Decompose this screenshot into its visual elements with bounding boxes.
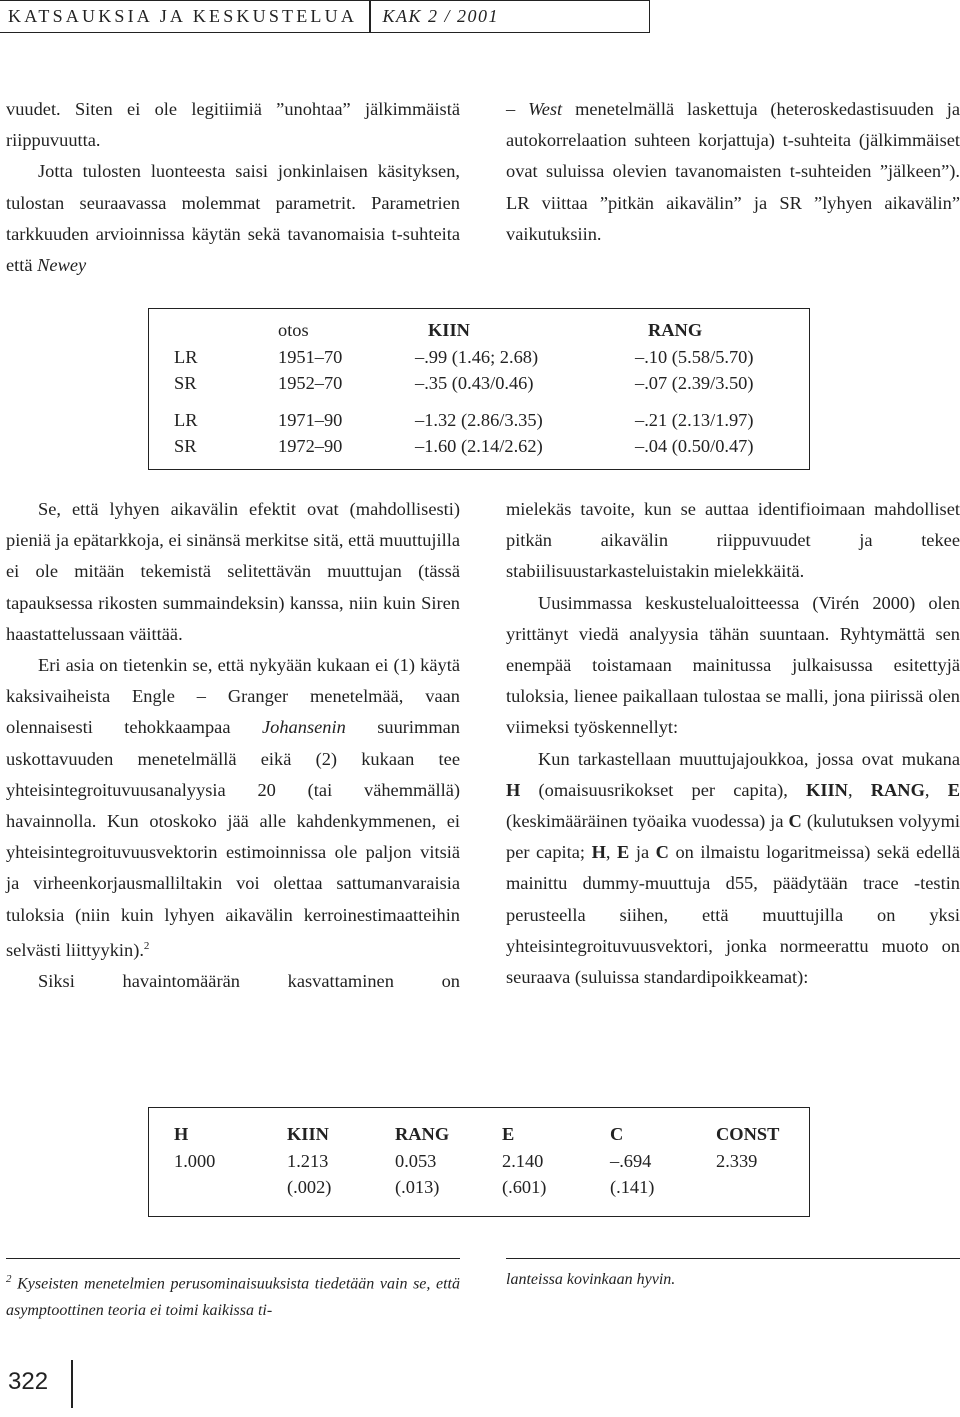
table-cell: LR bbox=[174, 347, 198, 367]
paragraph bbox=[6, 650, 460, 966]
text: ja bbox=[629, 842, 656, 863]
author-name: Johansenin bbox=[262, 717, 346, 738]
table-cell: –.35 (0.43/0.46) bbox=[415, 373, 534, 393]
table-cell: –1.32 (2.86/3.35) bbox=[415, 410, 543, 430]
text: lanteissa kovinkaan hyvin. bbox=[506, 1271, 676, 1288]
table-cell: (.013) bbox=[395, 1177, 440, 1197]
cointegration-vector-table bbox=[148, 1107, 810, 1217]
variable-name: RANG bbox=[870, 779, 925, 800]
estimates-table bbox=[148, 308, 810, 470]
paragraph bbox=[506, 494, 960, 588]
paragraph bbox=[6, 94, 460, 156]
text: mielekäs tavoite, kun se auttaa identifioimaan mahdolliset pitkän aikavälin riippuvuudet ja tekee stabiilisuustarkasteluistakin mielekkäitä. bbox=[506, 499, 960, 582]
table-cell: SR bbox=[174, 436, 197, 456]
paragraph bbox=[506, 588, 960, 744]
table-cell: LR bbox=[174, 410, 198, 430]
footnote-right bbox=[506, 1266, 960, 1293]
left-column-body bbox=[6, 494, 460, 997]
table-cell: –.694 bbox=[610, 1151, 652, 1171]
paragraph bbox=[6, 156, 460, 281]
paragraph bbox=[6, 966, 460, 997]
table-cell: SR bbox=[174, 373, 197, 393]
variable-name: C bbox=[655, 842, 669, 863]
table-cell: 0.053 bbox=[395, 1151, 437, 1171]
footnote-rule bbox=[6, 1258, 460, 1259]
table-cell: 1972–90 bbox=[278, 436, 343, 456]
text: Uusimmassa keskustelualoitteessa (Virén 2000) olen yrittänyt viedä analyysia tähän suuntaan. Ryhtymättä sen enempää toistamaan mainitussa julkaisussa esitettyjä tuloksia, lienee paikallaan tulostaa se malli, jona piirissä olen viimeksi työskennellyt: bbox=[506, 592, 960, 738]
section-title: KATSAUKSIA JA KESKUSTELUA bbox=[8, 6, 358, 26]
paragraph bbox=[506, 94, 960, 250]
text: (omaisuusrikokset per capita), bbox=[520, 779, 807, 800]
table-cell: 1.000 bbox=[174, 1151, 216, 1171]
left-column-top bbox=[6, 94, 460, 281]
table-cell: (.002) bbox=[287, 1177, 332, 1197]
table-cell: –1.60 (2.14/2.62) bbox=[415, 436, 543, 456]
column-header: KIIN bbox=[287, 1124, 329, 1144]
text: (keskimääräinen työaika vuodessa) ja bbox=[506, 811, 789, 832]
variable-name: H bbox=[591, 842, 606, 863]
table-cell: –.07 (2.39/3.50) bbox=[635, 373, 754, 393]
variable-name: H bbox=[506, 779, 521, 800]
text: Siksi havaintomäärän kasvattaminen on bbox=[38, 971, 460, 992]
footnote-marker: 2 bbox=[143, 939, 150, 952]
footnote-marker: 2 bbox=[6, 1273, 12, 1285]
author-name: West bbox=[528, 99, 563, 119]
footnote-rule bbox=[506, 1258, 960, 1259]
table-cell: 1971–90 bbox=[278, 410, 343, 430]
column-header: H bbox=[174, 1124, 189, 1144]
table-cell: (.601) bbox=[502, 1177, 547, 1197]
variable-name: E bbox=[617, 842, 630, 863]
text: , bbox=[605, 842, 618, 863]
running-header bbox=[0, 0, 650, 33]
right-column-top bbox=[506, 94, 960, 250]
text: menetelmällä laskettuja (heteroskedastisuuden ja autokorrelaation suhteen korjattuja) t-suhteita (jälkimmäiset ovat suluissa olevien tavanomaisten t-suhteiden ”jälkeen”). LR viittaa ”pitkän aikavälin” ja SR ”lyhyen aikavälin” vaikutuksiin. bbox=[506, 99, 960, 244]
right-column-body bbox=[506, 494, 960, 993]
text: , bbox=[847, 779, 871, 800]
table-cell: 1.213 bbox=[287, 1151, 329, 1171]
page-number: 322 bbox=[8, 1368, 49, 1395]
variable-name: KIIN bbox=[806, 779, 848, 800]
table-cell: 2.339 bbox=[716, 1151, 758, 1171]
footnote-text bbox=[6, 1266, 460, 1324]
variable-name: C bbox=[788, 811, 802, 832]
author-name: Newey bbox=[37, 255, 87, 276]
text: suurimman uskottavuuden menetelmällä eikä (2) kukaan tee yhteisintegroituvuusanalyysia 20 (tai vähemmällä) havainnolla. Kun otoskoko jää alle kahdenkymmenen, ei yhteisintegroituvuusvektorin estimoinnissa ole paljon vitsiä ja virheenkorjausmalliltakin voi olettaa sattumanvaraisia tuloksia (niin kuin lyhyen aikavälin kerroinestimaatteihin selvästi liittyykin). bbox=[6, 717, 460, 960]
text: – bbox=[506, 99, 529, 119]
table-cell: 1952–70 bbox=[278, 373, 343, 393]
footnote-left bbox=[6, 1266, 460, 1324]
issue-label: KAK 2 / 2001 bbox=[382, 6, 500, 26]
table-cell: –.04 (0.50/0.47) bbox=[635, 436, 754, 456]
column-header: RANG bbox=[648, 320, 703, 340]
table-cell: (.141) bbox=[610, 1177, 655, 1197]
column-header: KIIN bbox=[428, 320, 470, 340]
text: Se, että lyhyen aikavälin efektit ovat (mahdollisesti) pieniä ja epätarkkoja, ei sinänsä merkitse sitä, että muuttujilla ei ole mitään tekemistä selitettävän muuttujan (tässä tapauksessa rikosten summaindeksin) kanssa, niin kuin Siren haastattelussaan väittää. bbox=[6, 499, 460, 644]
text: Kyseisten menetelmien perusominaisuuksista tiedetään vain se, että asymptoottinen teoria ei toimi kaikissa ti- bbox=[6, 1275, 460, 1320]
page-number-divider bbox=[71, 1360, 73, 1408]
column-header: RANG bbox=[395, 1124, 450, 1144]
column-header: CONST bbox=[716, 1124, 780, 1144]
table-cell: –.21 (2.13/1.97) bbox=[635, 410, 754, 430]
table-cell: 1951–70 bbox=[278, 347, 343, 367]
text: on ilmaistu logaritmeissa) sekä edellä mainittu dummy-muuttuja d55, päädytään trace -testin perusteella siihen, että muuttujilla on yksi yhteisintegroituvuusvektori, jonka normeerattu muoto on seuraava (suluissa standardipoikkeamat): bbox=[506, 842, 960, 988]
text: (kulutuksen volyymi per capita; bbox=[506, 811, 960, 863]
text: Jotta tulosten luonteesta saisi jonkinlaisen käsityksen, tulostan seuraavassa molemmat parametrit. Parametrien tarkkuuden arvioinnissa käytän sekä tavanomaisia t-suhteita että bbox=[6, 161, 460, 276]
text: , bbox=[924, 779, 948, 800]
table-cell: 2.140 bbox=[502, 1151, 544, 1171]
text: Kun tarkastellaan muuttujajoukkoa, jossa ovat mukana bbox=[538, 748, 960, 769]
text: vuudet. Siten ei ole legitiimiä ”unohtaa” jälkimmäistä riippuvuutta. bbox=[6, 99, 460, 151]
header-separator bbox=[369, 0, 371, 33]
column-header: E bbox=[502, 1124, 515, 1144]
table-cell: –.99 (1.46; 2.68) bbox=[415, 347, 539, 367]
variable-name: E bbox=[947, 779, 960, 800]
paragraph bbox=[6, 494, 460, 650]
paragraph bbox=[506, 744, 960, 994]
text: Eri asia on tietenkin se, että nykyään kukaan ei (1) käytä kaksivaiheista Engle – Granger menetelmää, vaan olennaisesti tehokkaampaa bbox=[6, 655, 460, 738]
footnote-text bbox=[506, 1266, 960, 1293]
column-header: otos bbox=[278, 320, 309, 340]
table-cell: –.10 (5.58/5.70) bbox=[635, 347, 754, 367]
column-header: C bbox=[610, 1124, 624, 1144]
